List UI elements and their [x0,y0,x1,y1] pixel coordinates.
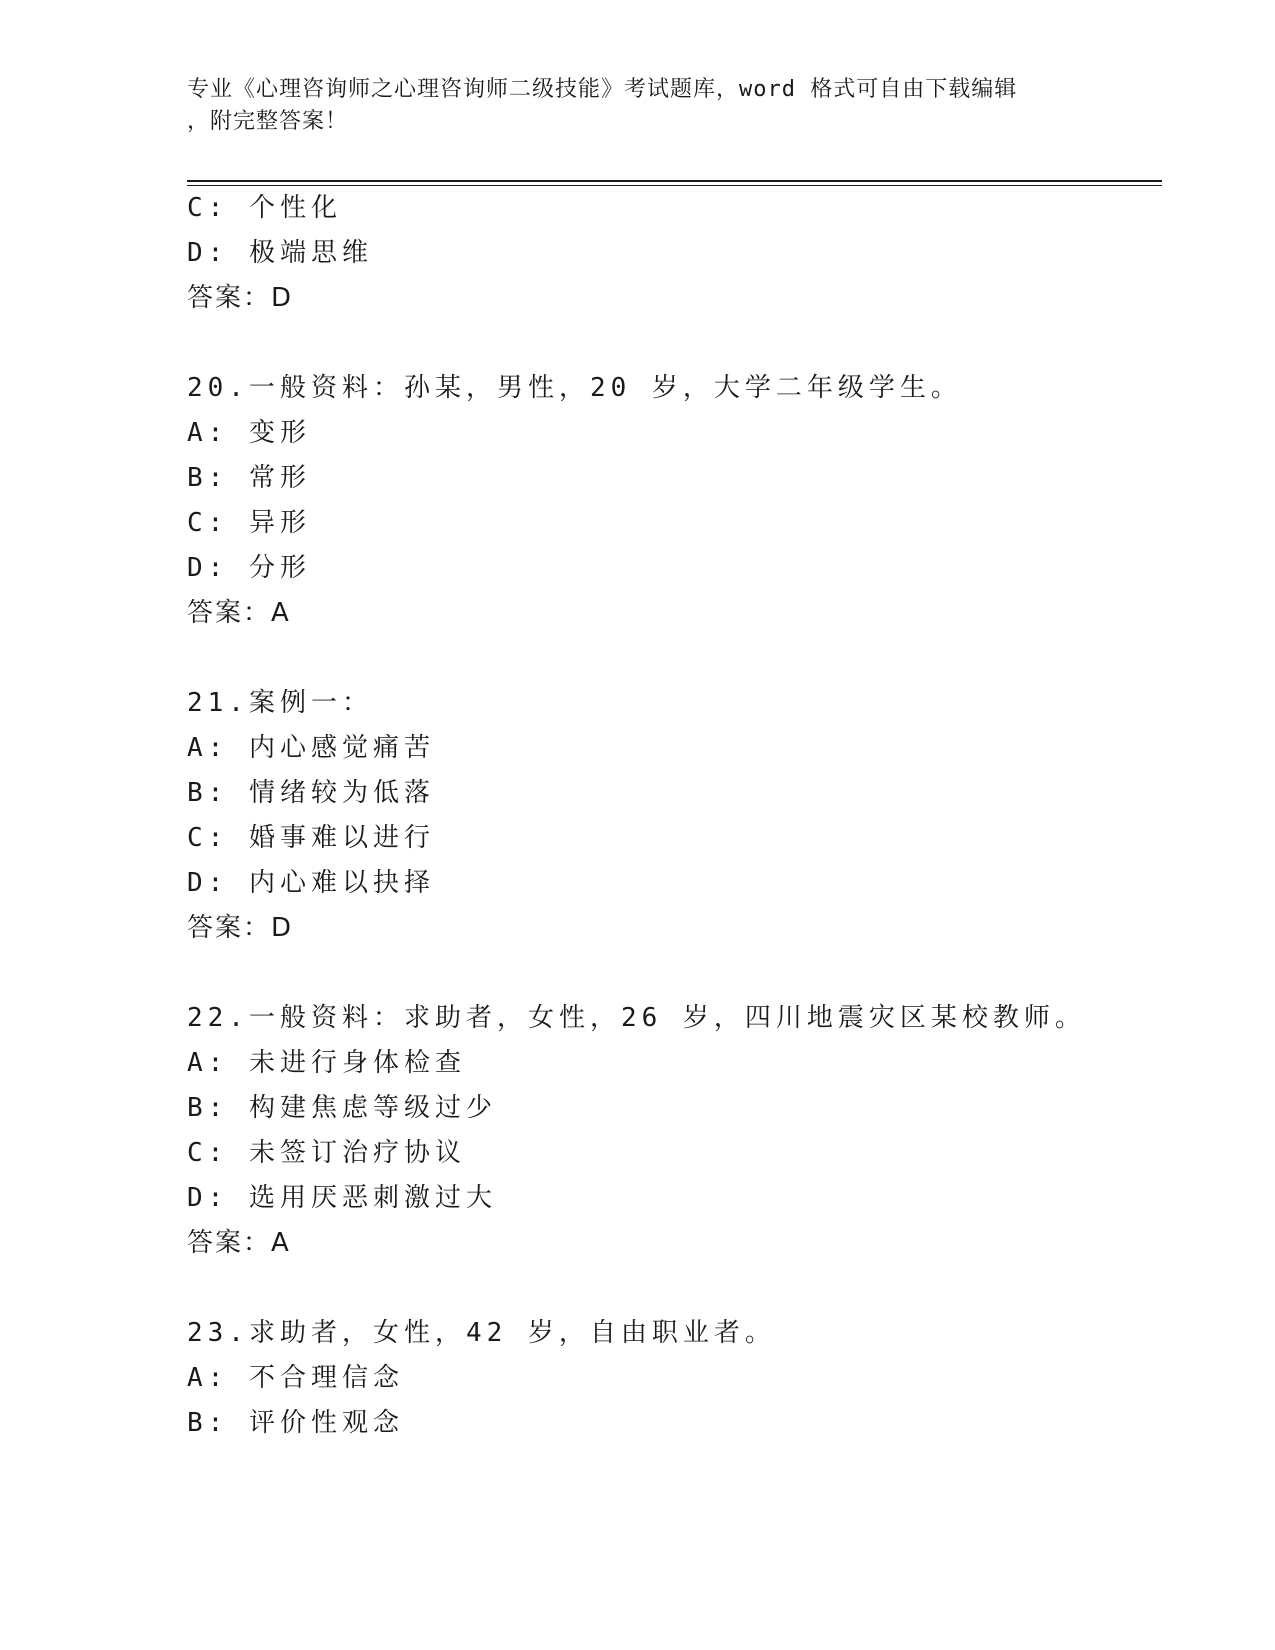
question-20-option-a: A: 变形 [187,418,311,448]
question-21-answer: 答案：D [187,913,294,943]
question-22-answer: 答案：A [187,1228,291,1258]
question-22-stem: 22.一般资料：求助者，女性，26 岁，四川地震灾区某校教师。 [187,1003,1086,1033]
question-21-option-a: A: 内心感觉痛苦 [187,733,435,763]
question-21-option-b: B: 情绪较为低落 [187,778,435,808]
header-divider-top [187,180,1162,182]
option-d: D: 极端思维 [187,238,373,268]
question-23-stem: 23.求助者，女性，42 岁，自由职业者。 [187,1318,776,1348]
question-20-option-b: B: 常形 [187,463,311,493]
question-22-option-d: D: 选用厌恶刺激过大 [187,1183,497,1213]
question-21-stem: 21.案例一： [187,688,373,718]
header-divider-bottom [187,185,1162,186]
document-header [187,74,1087,138]
header-line-2: ，附完整答案！ [187,109,349,134]
question-20-stem: 20.一般资料：孙某，男性，20 岁，大学二年级学生。 [187,373,962,403]
question-22-option-b: B: 构建焦虑等级过少 [187,1093,497,1123]
question-20-option-d: D: 分形 [187,553,311,583]
header-line-1: 专业《心理咨询师之心理咨询师二级技能》考试题库，word 格式可自由下载编辑 [187,77,1018,102]
question-20-option-c: C: 异形 [187,508,311,538]
question-22-option-a: A: 未进行身体检查 [187,1048,466,1078]
question-20-answer: 答案：A [187,598,291,628]
question-21-option-c: C: 婚事难以进行 [187,823,435,853]
option-c: C: 个性化 [187,193,342,223]
question-22-option-c: C: 未签订治疗协议 [187,1138,466,1168]
answer-line: 答案：D [187,283,294,313]
question-21-option-d: D: 内心难以抉择 [187,868,435,898]
question-23-option-b: B: 评价性观念 [187,1408,404,1438]
question-23-option-a: A: 不合理信念 [187,1363,404,1393]
